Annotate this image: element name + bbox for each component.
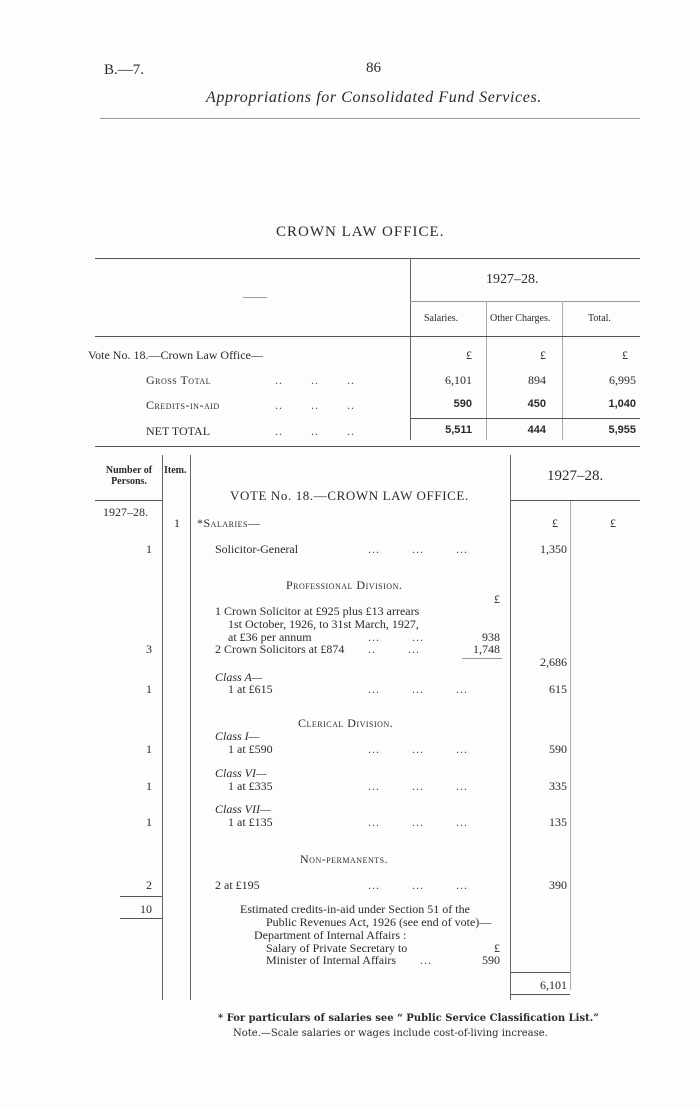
professional-total: 2,686 (540, 655, 567, 669)
label: Solicitor-General (215, 542, 299, 556)
crown-solicitor-amount: 938 (482, 630, 500, 644)
year-header-rule (510, 500, 640, 501)
col-persons: Number of Persons. (105, 465, 153, 487)
class-vii-heading: Class VII— (215, 802, 271, 816)
class-a-heading: Class A— (215, 670, 263, 684)
persons-total-rule (120, 896, 162, 897)
credits-amount: 590 (482, 953, 500, 967)
grand-total-bottom-rule (510, 994, 570, 995)
persons: 2 (146, 878, 152, 892)
two-crown-solicitors: 2 Crown Solicitors at £874 (215, 642, 345, 656)
col-salaries: Salaries. (424, 313, 459, 324)
col-other-charges: Other Charges. (490, 313, 551, 324)
row-label: NET TOTAL (146, 424, 211, 438)
class-i-heading: Class I— (215, 729, 260, 743)
summary-year: 1927–28. (486, 272, 539, 287)
credits-total: 1,040 (608, 398, 636, 410)
net-salaries: 5,511 (445, 424, 472, 436)
item-number: 1 (174, 516, 180, 530)
crown-solicitor-line1: 1 Crown Solicitor at £925 plus £13 arrears (215, 604, 420, 618)
persons: 1 (146, 542, 152, 556)
sub-total-rule (462, 658, 502, 659)
summary-header-rule (95, 336, 640, 337)
currency-other: £ (540, 348, 546, 362)
crown-solicitor-line2: 1st October, 1926, to 31st March, 1927, (228, 617, 419, 631)
credits-currency: £ (494, 941, 500, 955)
credits-salaries: 590 (453, 398, 472, 410)
amount: 335 (549, 779, 567, 793)
persons-col-rule (162, 455, 163, 1000)
footnote-1: * For particulars of salaries see “ Public Service Classification List.” (218, 1013, 599, 1024)
amount-col-rule (510, 455, 511, 1000)
persons-total-bottom-rule (120, 918, 162, 919)
credits-line2: Public Revenues Act, 1926 (see end of vote)— (266, 915, 492, 929)
label: 1 at £590 (228, 742, 273, 756)
salaries-heading: *Salaries— (197, 516, 261, 530)
summary-col-divider-3 (562, 301, 563, 440)
credits-other: 450 (527, 398, 546, 410)
total-col-rule (570, 500, 571, 990)
credits-line5: Minister of Internal Affairs (266, 953, 397, 967)
two-crown-solicitors-amount: 1,748 (473, 642, 500, 656)
grand-total-top-rule (510, 972, 570, 973)
col-item: Item. (164, 465, 187, 476)
summary-col-divider-2 (486, 301, 487, 440)
header-rule (100, 118, 640, 119)
credits-line4: Salary of Private Secretary to (266, 941, 408, 955)
row-label: Gross Total (146, 373, 211, 387)
currency-total: £ (622, 348, 628, 362)
persons-header-rule (95, 500, 162, 501)
label: 1 at £615 (228, 682, 273, 696)
grand-total: 6,101 (540, 978, 567, 992)
summary-year-rule (410, 301, 640, 302)
total-persons: 10 (140, 902, 152, 916)
credits-line3: Department of Internal Affairs : (254, 928, 407, 942)
persons: 1 (146, 815, 152, 829)
currency-sub: £ (494, 592, 500, 606)
vote-label: Vote No. 18.—Crown Law Office— (88, 348, 263, 362)
item-col-rule (190, 455, 191, 1000)
clerical-heading: Clerical Division. (298, 716, 394, 730)
currency-amount: £ (552, 516, 558, 530)
class-vi-heading: Class VI— (215, 766, 267, 780)
credits-line1: Estimated credits-in-aid under Section 51 of the (240, 902, 470, 916)
detail-year: 1927–28. (547, 468, 604, 484)
currency-total: £ (610, 516, 616, 530)
row-label: Credits-in-aid (146, 398, 220, 412)
amount: 615 (549, 682, 567, 696)
gross-other: 894 (528, 373, 546, 387)
amount: 590 (549, 742, 567, 756)
amount: 135 (549, 815, 567, 829)
vote-title: VOTE No. 18.—CROWN LAW OFFICE. (230, 488, 469, 503)
col-total: Total. (588, 313, 611, 324)
detail-year-left: 1927–28. (103, 505, 148, 519)
crown-solicitor-line3: at £36 per annum (228, 630, 312, 644)
gross-salaries: 6,101 (445, 373, 472, 387)
label: 2 at £195 (215, 878, 260, 892)
page-number: 86 (366, 60, 381, 76)
page-title: Appropriations for Consolidated Fund Services. (206, 89, 542, 106)
persons: 1 (146, 742, 152, 756)
professional-heading: Professional Division. (286, 578, 403, 592)
amount: 1,350 (540, 542, 567, 556)
summary-dash: —— (243, 289, 267, 303)
office-title: CROWN LAW OFFICE. (276, 224, 445, 240)
footnote-2: Note.—Scale salaries or wages include cost-of-living increase. (233, 1028, 548, 1039)
persons: 1 (146, 779, 152, 793)
gross-total: 6,995 (609, 373, 636, 387)
net-total: 5,955 (608, 424, 636, 436)
net-other: 444 (527, 424, 546, 436)
persons: 1 (146, 682, 152, 696)
professional-persons: 3 (146, 642, 152, 656)
nonperm-heading: Non-permanents. (300, 852, 389, 866)
amount: 390 (549, 878, 567, 892)
summary-col-divider (410, 258, 411, 440)
net-rule (410, 418, 640, 419)
summary-bottom-rule (95, 446, 640, 447)
label: 1 at £135 (228, 815, 273, 829)
label: 1 at £335 (228, 779, 273, 793)
summary-top-rule (95, 258, 640, 259)
document-reference: B.—7. (104, 62, 145, 78)
currency-salaries: £ (466, 348, 472, 362)
